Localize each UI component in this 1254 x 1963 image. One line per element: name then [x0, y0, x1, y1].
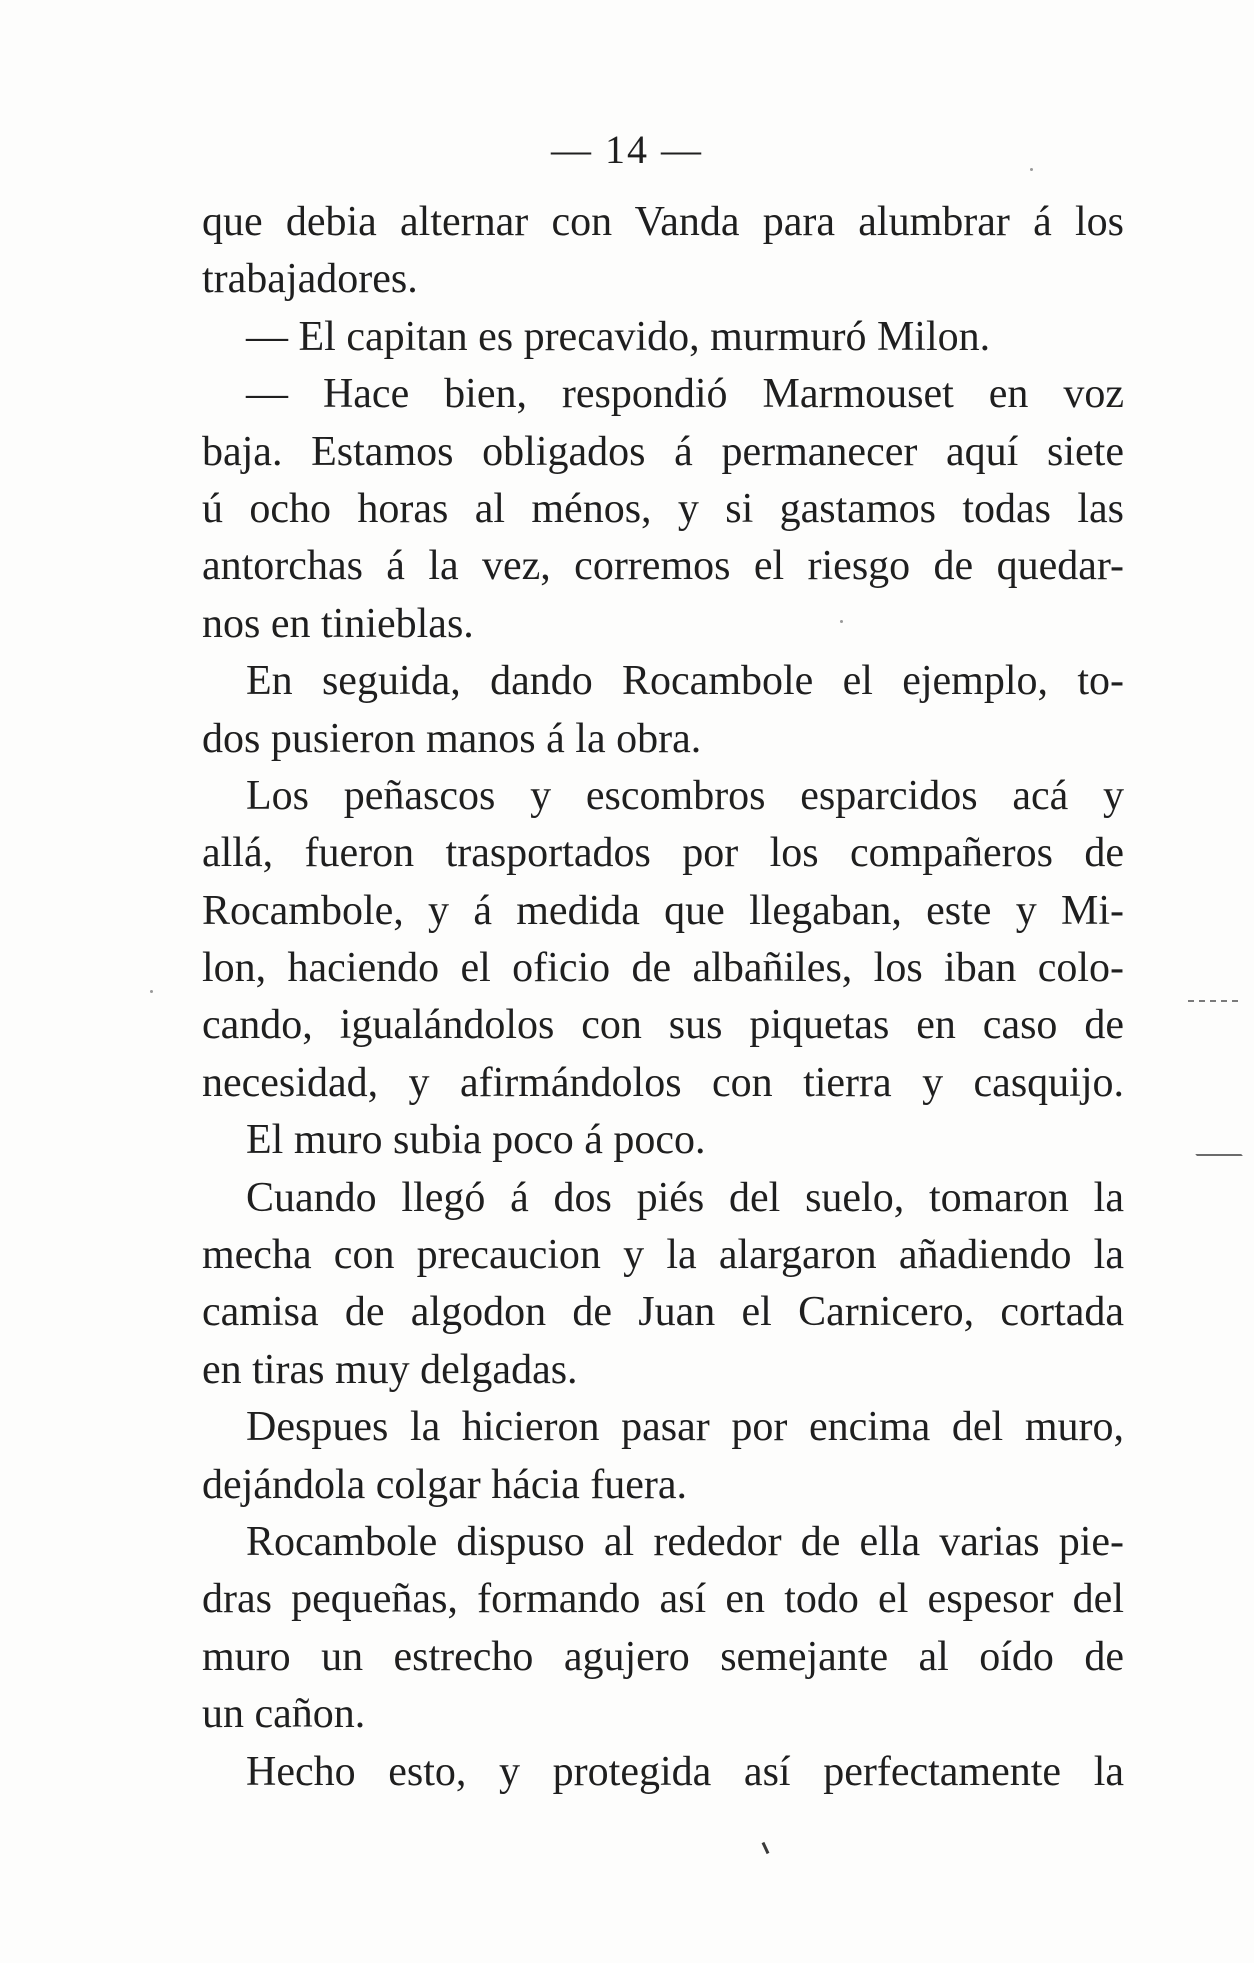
paper-speck [840, 620, 843, 623]
text-line: en tiras muy delgadas. [202, 1346, 578, 1393]
text-line: antorchas á la vez, corremos el riesgo de quedar- [202, 543, 1124, 590]
text-line: necesidad, y afirmándolos con tierra y casquijo. [202, 1059, 1124, 1106]
page-number: — 14 — [551, 127, 703, 172]
text-line: dos pusieron manos á la obra. [202, 715, 702, 762]
text-line: Despues la hicieron pasar por encima del muro, [246, 1404, 1124, 1451]
text-line: cando, igualándolos con sus piquetas en caso de [202, 1002, 1124, 1049]
margin-dash-mark [1188, 1000, 1238, 1002]
text-line: ú ocho horas al ménos, y si gastamos todas las [202, 485, 1124, 532]
text-line: Cuando llegó á dos piés del suelo, tomaron la [246, 1174, 1124, 1221]
text-line: — El capitan es precavido, murmuró Milon. [246, 313, 991, 360]
text-line: baja. Estamos obligados á permanecer aquí siete [202, 428, 1124, 475]
text-line: camisa de algodon de Juan el Carnicero, cortada [202, 1289, 1124, 1336]
text-line: lon, haciendo el oficio de albañiles, los iban colo- [202, 945, 1124, 992]
text-line: que debia alternar con Vanda para alumbrar á los [202, 199, 1124, 245]
text-line: Hecho esto, y protegida así perfectamente la [246, 1748, 1124, 1795]
text-line: nos en tinieblas. [202, 600, 474, 647]
margin-stroke-mark [1175, 1130, 1243, 1156]
text-line: — Hace bien, respondió Marmouset en voz [246, 371, 1124, 418]
paper-speck [150, 990, 153, 993]
text-line: dejándola colgar hácia fuera. [202, 1461, 688, 1508]
paper-speck [1030, 168, 1033, 171]
text-line: un cañon. [202, 1691, 366, 1738]
text-line: En seguida, dando Rocambole el ejemplo, to- [246, 658, 1124, 705]
text-line: Rocambole, y á medida que llegaban, este y Mi- [202, 887, 1124, 934]
ink-tick-mark [762, 1842, 770, 1854]
text-line: El muro subia poco á poco. [246, 1117, 706, 1164]
text-line: Rocambole dispuso al rededor de ella varias pie- [246, 1518, 1124, 1565]
text-line: mecha con precaucion y la alargaron añadiendo la [202, 1232, 1124, 1279]
text-line: trabajadores. [202, 256, 418, 303]
text-line: muro un estrecho agujero semejante al oído de [202, 1633, 1124, 1680]
text-line: allá, fueron trasportados por los compañeros de [202, 830, 1124, 877]
text-line: dras pequeñas, formando así en todo el espesor del [202, 1576, 1124, 1623]
body-text [202, 194, 1124, 1801]
text-line: Los peñascos y escombros esparcidos acá y [246, 772, 1124, 819]
